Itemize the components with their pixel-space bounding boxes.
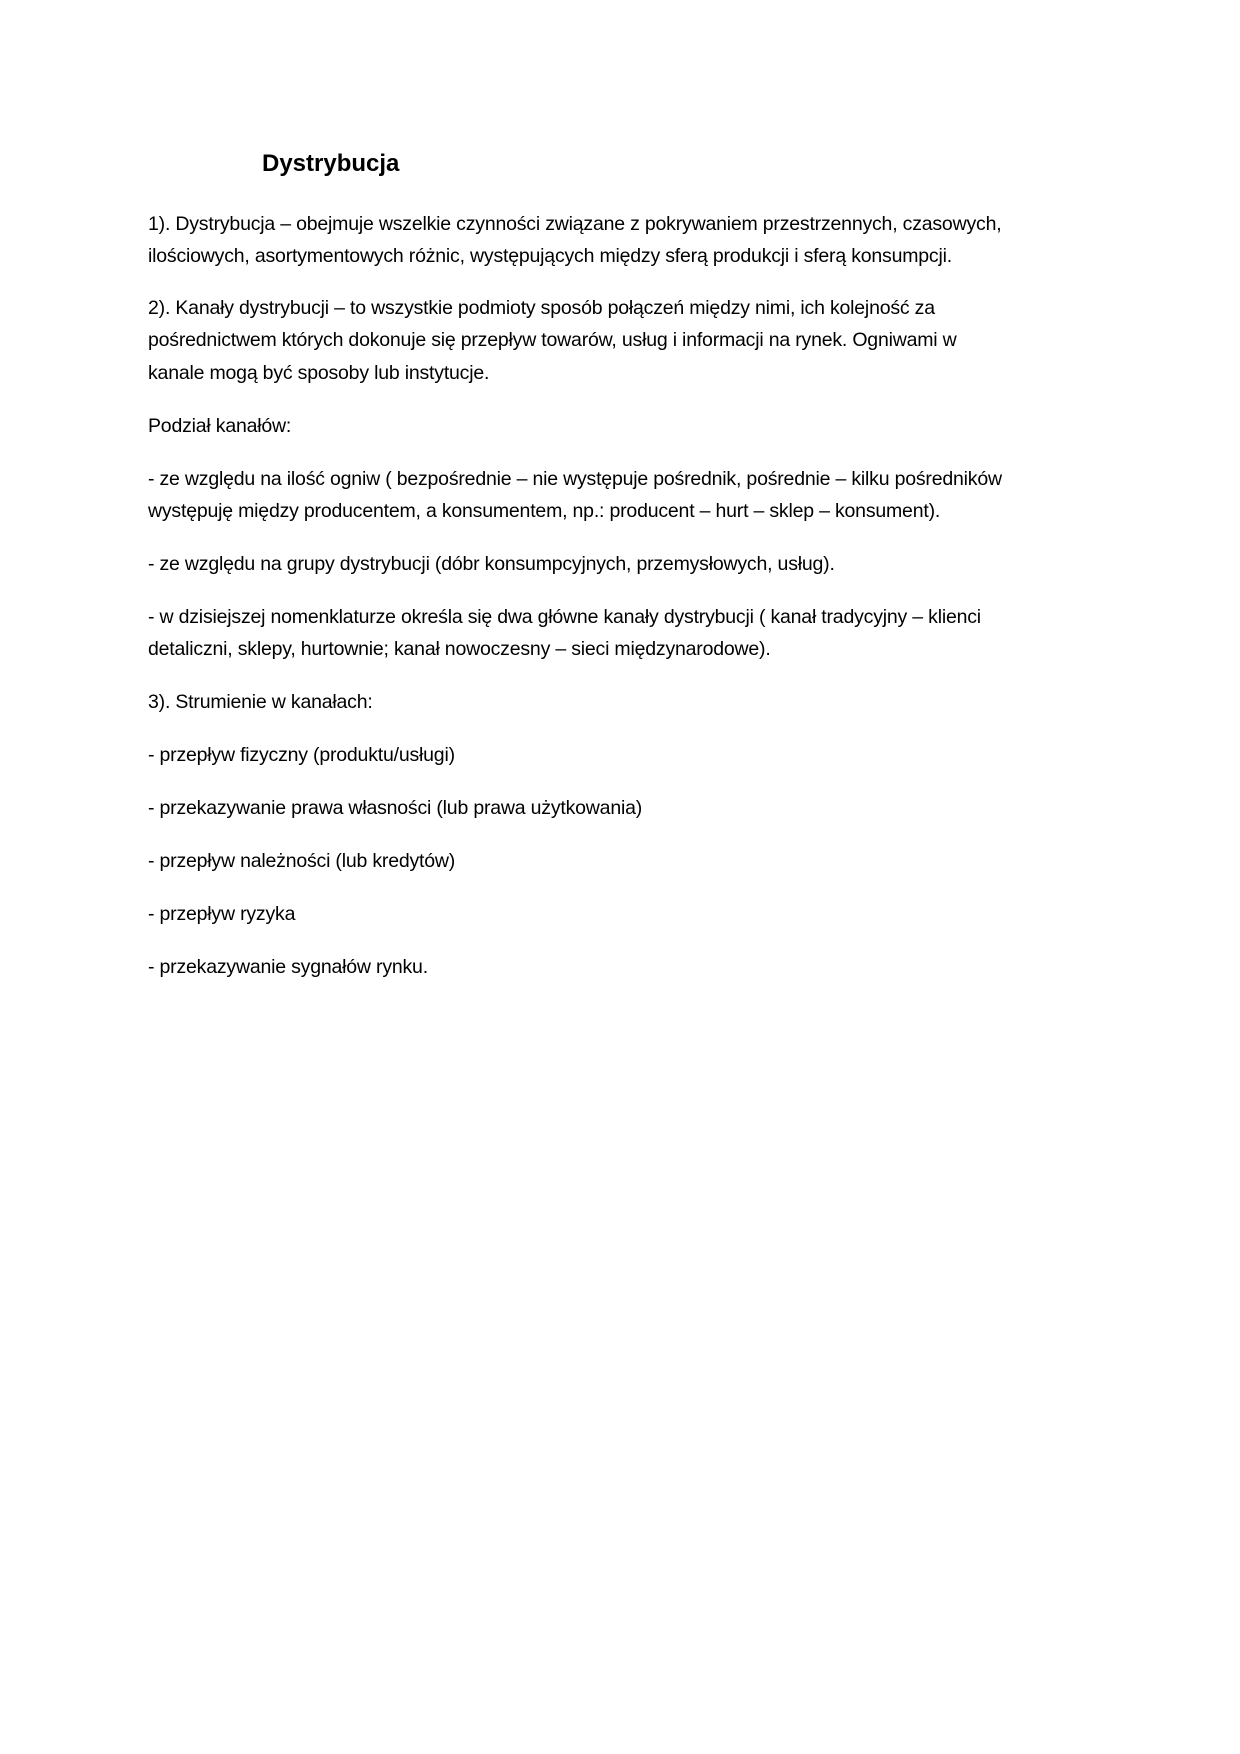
paragraph-6-line-2: detaliczni, sklepy, hurtownie; kanał nowoczesny – sieci międzynarodowe). [148,638,771,660]
paragraph-2-line-2: pośrednictwem których dokonuje się przepływ towarów, usług i informacji na rynek. Ogniwami w [148,329,957,351]
paragraph-2-line-1: 2). Kanały dystrybucji – to wszystkie podmioty sposób połączeń między nimi, ich kolejność za [148,297,935,319]
paragraph-6-line-1: - w dzisiejszej nomenklaturze określa się dwa główne kanały dystrybucji ( kanał tradycyjny – klienci [148,606,981,628]
paragraph-12-line-1: - przekazywanie sygnałów rynku. [148,956,428,978]
paragraph-3-line-1: Podział kanałów: [148,415,292,437]
paragraph-9-line-1: - przekazywanie prawa własności (lub prawa użytkowania) [148,797,643,819]
paragraph-8-line-1: - przepływ fizyczny (produktu/usługi) [148,744,455,766]
paragraph-4-line-1: - ze względu na ilość ogniw ( bezpośrednie – nie występuje pośrednik, pośrednie – kilku pośredników [148,468,1002,490]
document-title: Dystrybucja [262,150,400,177]
paragraph-1-line-1: 1). Dystrybucja – obejmuje wszelkie czynności związane z pokrywaniem przestrzennych, czasowych, [148,213,1002,235]
paragraph-5-line-1: - ze względu na grupy dystrybucji (dóbr konsumpcyjnych, przemysłowych, usług). [148,553,835,575]
paragraph-2-line-3: kanale mogą być sposoby lub instytucje. [148,362,490,384]
paragraph-10-line-1: - przepływ należności (lub kredytów) [148,850,456,872]
paragraph-4-line-2: występuję między producentem, a konsumentem, np.: producent – hurt – sklep – konsument). [148,500,941,522]
paragraph-11-line-1: - przepływ ryzyka [148,903,296,925]
paragraph-1-line-2: ilościowych, asortymentowych różnic, występujących między sferą produkcji i sferą konsumpcji. [148,245,952,267]
paragraph-7-line-1: 3). Strumienie w kanałach: [148,691,373,713]
